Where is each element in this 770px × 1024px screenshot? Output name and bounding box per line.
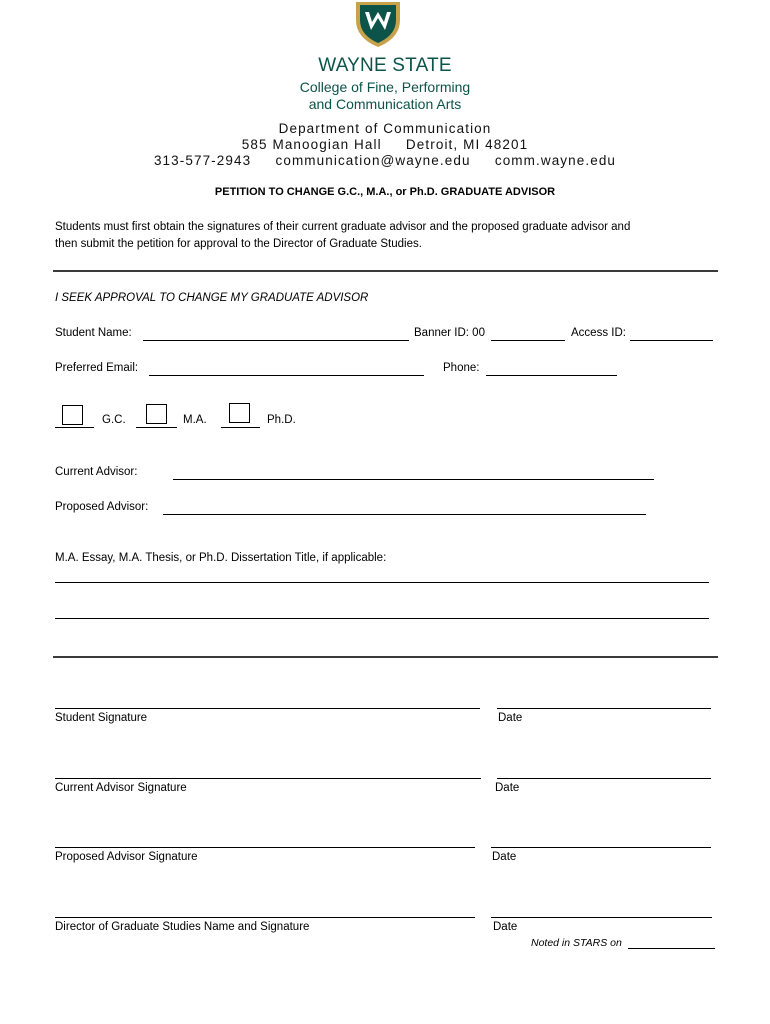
- section-heading: I SEEK APPROVAL TO CHANGE MY GRADUATE ADVISOR: [55, 292, 369, 304]
- university-name: WAYNE STATE: [318, 55, 452, 76]
- instructions-line1: Students must first obtain the signatures of their current graduate advisor and the proposed graduate advisor and: [55, 221, 631, 233]
- phone-field[interactable]: [486, 375, 617, 376]
- phd-blank: [221, 427, 260, 428]
- instructions-line2: then submit the petition for approval to the Director of Graduate Studies.: [55, 238, 422, 250]
- student-signature-date-field[interactable]: [497, 708, 711, 709]
- student-name-field[interactable]: [143, 340, 409, 341]
- stars-note-label: Noted in STARS on: [531, 937, 622, 949]
- department-contact: [0, 153, 770, 168]
- student-signature-date-label: Date: [498, 712, 523, 724]
- department-website[interactable]: comm.wayne.edu: [494, 153, 617, 168]
- current-advisor-label: Current Advisor:: [55, 466, 138, 478]
- section-divider-top: [53, 270, 718, 272]
- current-advisor-date-field[interactable]: [497, 778, 711, 779]
- college-name-line1: College of Fine, Performing: [299, 79, 471, 95]
- preferred-email-label: Preferred Email:: [55, 362, 139, 374]
- college-name-line2: and Communication Arts: [308, 96, 462, 112]
- proposed-advisor-date-field[interactable]: [491, 847, 711, 848]
- gc-blank: [55, 427, 94, 428]
- thesis-title-field-line2[interactable]: [55, 618, 709, 619]
- director-signature-label: Director of Graduate Studies Name and Signature: [55, 921, 310, 933]
- current-advisor-field[interactable]: [173, 479, 654, 480]
- proposed-advisor-label: Proposed Advisor:: [55, 501, 149, 513]
- director-date-label: Date: [493, 921, 518, 933]
- student-signature-label: Student Signature: [55, 712, 148, 724]
- access-id-label: Access ID:: [571, 327, 626, 339]
- banner-id-field[interactable]: [491, 340, 565, 341]
- department-address: 585 Manoogian Hall Detroit, MI 48201: [241, 137, 529, 152]
- current-advisor-signature-field[interactable]: [55, 778, 481, 779]
- department-email[interactable]: communication@wayne.edu: [275, 153, 471, 168]
- gc-checkbox[interactable]: [62, 405, 83, 425]
- thesis-title-field-line1[interactable]: [55, 582, 709, 583]
- student-signature-field[interactable]: [55, 708, 480, 709]
- thesis-title-label: M.A. Essay, M.A. Thesis, or Ph.D. Dissertation Title, if applicable:: [55, 552, 387, 564]
- proposed-advisor-signature-field[interactable]: [55, 847, 475, 848]
- department-name: Department of Communication: [278, 121, 492, 136]
- current-advisor-signature-label: Current Advisor Signature: [55, 782, 187, 794]
- proposed-advisor-date-label: Date: [492, 851, 517, 863]
- section-divider-bottom: [53, 656, 718, 658]
- director-signature-field[interactable]: [55, 917, 475, 918]
- gc-option-label: G.C.: [102, 414, 126, 426]
- proposed-advisor-signature-label: Proposed Advisor Signature: [55, 851, 198, 863]
- wayne-state-shield-icon: [352, 0, 404, 48]
- banner-id-label: Banner ID: 00: [414, 327, 485, 339]
- phd-option-label: Ph.D.: [267, 414, 296, 426]
- access-id-field[interactable]: [630, 340, 713, 341]
- ma-blank: [136, 427, 177, 428]
- phd-checkbox[interactable]: [229, 403, 250, 423]
- department-phone: 313-577-2943: [153, 153, 252, 168]
- phone-label: Phone:: [443, 362, 480, 374]
- stars-note-field[interactable]: [628, 948, 715, 949]
- current-advisor-date-label: Date: [495, 782, 520, 794]
- director-date-field[interactable]: [491, 917, 712, 918]
- proposed-advisor-field[interactable]: [163, 514, 646, 515]
- student-name-label: Student Name:: [55, 327, 132, 339]
- ma-option-label: M.A.: [183, 414, 207, 426]
- form-title: PETITION TO CHANGE G.C., M.A., or Ph.D. GRADUATE ADVISOR: [214, 186, 556, 198]
- preferred-email-field[interactable]: [149, 375, 424, 376]
- ma-checkbox[interactable]: [146, 404, 167, 424]
- instructions: [55, 219, 720, 253]
